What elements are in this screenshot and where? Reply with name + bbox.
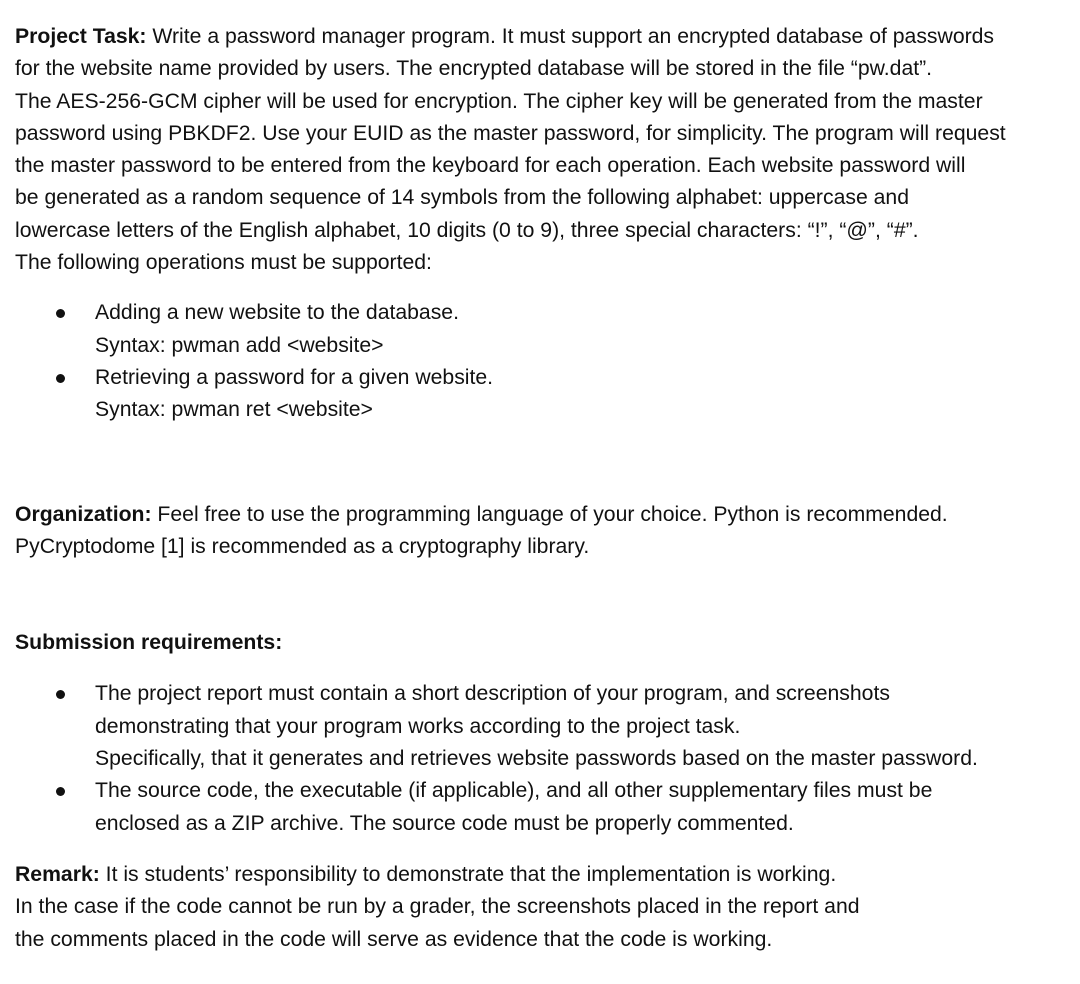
project-task-line <box>15 21 1073 53</box>
project-task-line: be generated as a random sequence of 14 symbols from the following alphabet: uppercase and <box>15 186 909 210</box>
remark-line: the comments placed in the code will serve as evidence that the code is working. <box>15 927 773 951</box>
bullet-icon <box>56 690 65 699</box>
bullet-icon <box>56 374 65 383</box>
submission-line: demonstrating that your program works according to the project task. <box>95 714 741 738</box>
operation-syntax: Syntax: pwman add <website> <box>95 333 384 357</box>
organization-paragraph <box>15 499 1073 564</box>
submission-line: The project report must contain a short description of your program, and screenshots <box>95 682 890 706</box>
organization-text: Feel free to use the programming language of your choice. Python is recommended. <box>151 502 948 526</box>
operation-item-ret <box>15 362 1073 427</box>
project-task-text: Write a password manager program. It must support an encrypted database of passwords <box>146 25 995 48</box>
remark-paragraph <box>15 859 1073 956</box>
organization-line <box>15 499 1073 531</box>
submission-list <box>15 678 1073 839</box>
submission-heading: Submission requirements: <box>15 631 283 655</box>
project-task-line: The following operations must be supported: <box>15 251 432 275</box>
project-task-paragraph <box>15 21 1073 279</box>
remark-line <box>15 859 1073 891</box>
organization-line: PyCryptodome [1] is recommended as a cryptography library. <box>15 534 590 558</box>
project-task-line: for the website name provided by users. The encrypted database will be stored in the file “pw.dat”. <box>15 57 933 81</box>
operation-syntax: Syntax: pwman ret <website> <box>95 398 373 422</box>
submission-line: Specifically, that it generates and retrieves website passwords based on the master password. <box>95 747 978 771</box>
project-task-line: lowercase letters of the English alphabet, 10 digits (0 to 9), three special characters: “!”, “@”, “#”. <box>15 218 919 242</box>
submission-item-source <box>15 775 1073 840</box>
remark-text: It is students’ responsibility to demonstrate that the implementation is working. <box>99 862 837 886</box>
operation-description: Retrieving a password for a given website. <box>95 365 494 389</box>
remark-line: In the case if the code cannot be run by a grader, the screenshots placed in the report and <box>15 895 860 919</box>
submission-item-report <box>15 678 1073 775</box>
project-task-line: password using PBKDF2. Use your EUID as the master password, for simplicity. The program will request <box>15 121 1006 145</box>
bullet-icon <box>56 787 65 796</box>
operation-item-add <box>15 297 1073 362</box>
remark-label: Remark: <box>15 862 100 886</box>
project-task-label: Project Task: <box>15 25 147 48</box>
submission-line: The source code, the executable (if applicable), and all other supplementary files must be <box>95 779 933 803</box>
project-task-line: The AES-256-GCM cipher will be used for encryption. The cipher key will be generated from the master <box>15 89 983 113</box>
bullet-icon <box>56 309 65 318</box>
submission-line: enclosed as a ZIP archive. The source code must be properly commented. <box>95 811 794 835</box>
operations-list <box>15 297 1073 426</box>
document-page <box>15 21 1073 956</box>
operation-description: Adding a new website to the database. <box>95 301 459 325</box>
organization-label: Organization: <box>15 502 152 526</box>
project-task-line: the master password to be entered from the keyboard for each operation. Each website password will <box>15 154 966 178</box>
